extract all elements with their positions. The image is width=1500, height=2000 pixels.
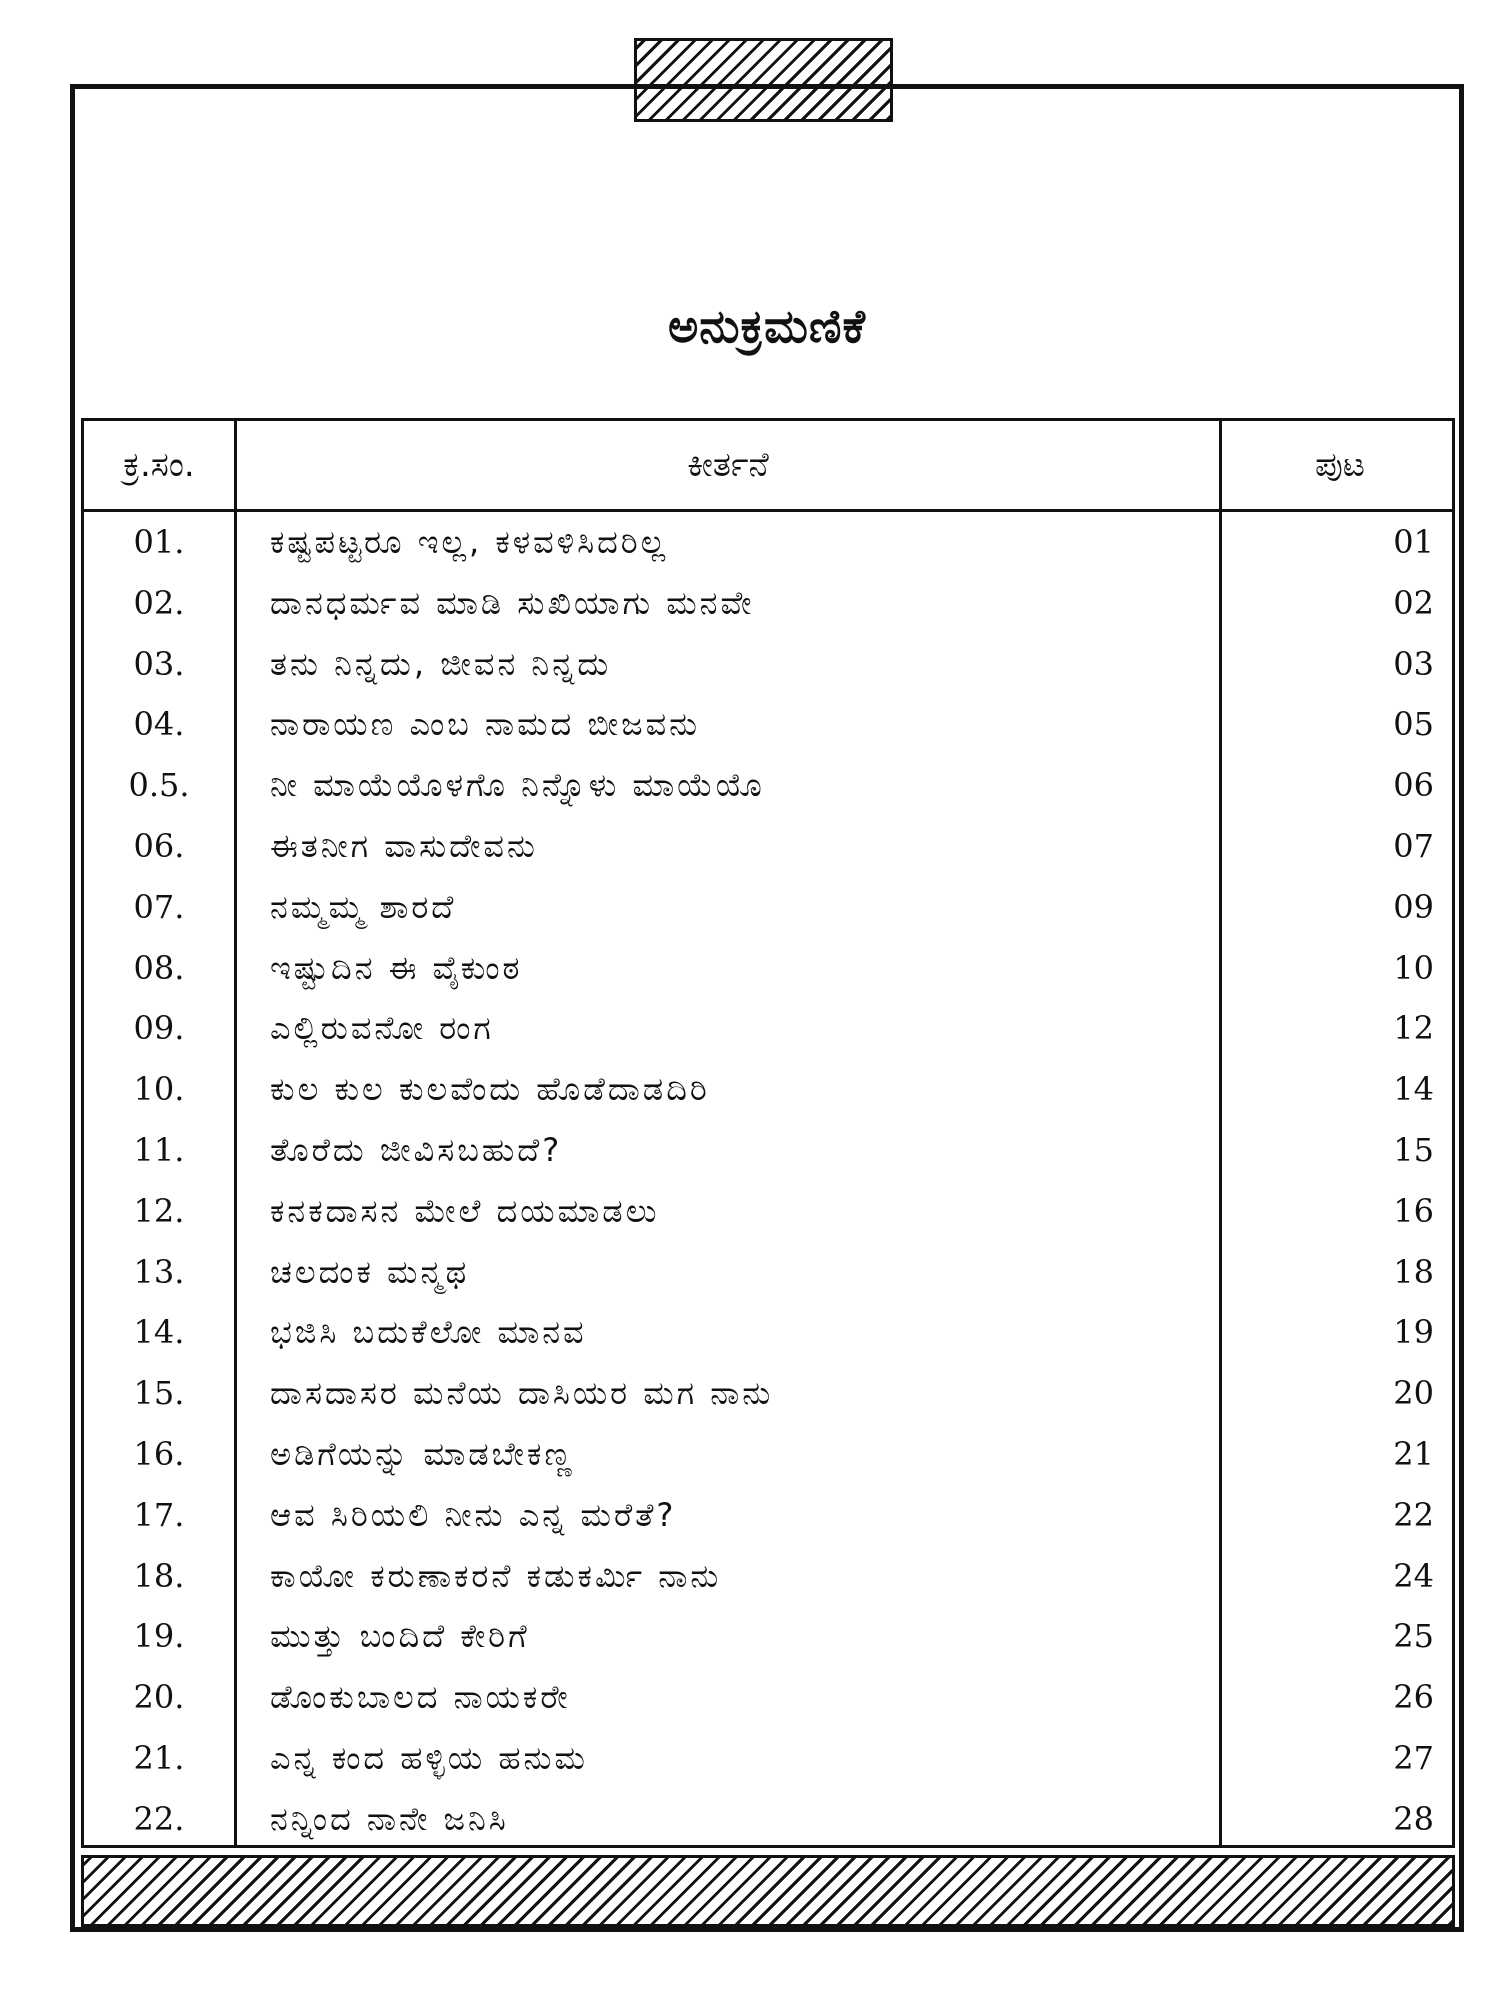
decorative-hatched-band (81, 1855, 1455, 1927)
row-number: 11. (133, 1131, 185, 1169)
row-number: 17. (133, 1495, 185, 1534)
column-header-title: ಕೀರ್ತನೆ (687, 445, 769, 485)
row-title: ನಮ್ಮಮ್ಮ ಶಾರದೆ (270, 887, 457, 926)
row-page: 27 (1393, 1739, 1434, 1777)
row-title: ಭಜಿಸಿ ಬದುಕೆಲೋ ಮಾನವ (270, 1313, 587, 1352)
column-header-page: ಪುಟ (1315, 445, 1365, 485)
table-row (84, 1667, 1452, 1728)
row-number: 0.5. (128, 766, 190, 805)
row-page: 25 (1393, 1617, 1434, 1656)
row-number: 21. (133, 1739, 185, 1777)
table-row (84, 1363, 1452, 1424)
row-title: ಚಲದಂಕ ಮನ್ಮಥ (270, 1252, 470, 1291)
row-page: 21 (1393, 1435, 1434, 1473)
row-number: 07. (133, 887, 185, 926)
row-page: 24 (1393, 1556, 1434, 1595)
row-title: ದಾನಧರ್ಮವ ಮಾಡಿ ಸುಖಿಯಾಗು ಮನವೇ (270, 583, 755, 622)
table-row (84, 1728, 1452, 1789)
row-number: 22. (133, 1799, 185, 1838)
row-page: 07 (1393, 827, 1434, 865)
row-title: ಅಡಿಗೆಯನ್ನು ಮಾಡಬೇಕಣ್ಣ (270, 1435, 575, 1473)
row-page: 15 (1393, 1131, 1434, 1169)
page-title: ಅನುಕ್ರಮಣಿಕೆ (667, 299, 866, 353)
row-number: 10. (133, 1070, 185, 1109)
row-page: 28 (1393, 1799, 1434, 1838)
row-title: ಕಾಯೋ ಕರುಣಾಕರನೆ ಕಡುಕರ್ಮಿ ನಾನು (270, 1556, 722, 1595)
column-header-number: ಕ್ರ.ಸಂ. (123, 445, 195, 485)
table-row (84, 816, 1452, 877)
row-page: 18 (1393, 1252, 1434, 1291)
row-page: 02 (1393, 583, 1434, 622)
contents-table (81, 418, 1455, 1848)
row-title: ಆವ ಸಿರಿಯಲಿ ನೀನು ಎನ್ನ ಮರೆತೆ? (270, 1495, 677, 1534)
row-title: ನನ್ನಿಂದ ನಾನೇ ಜನಿಸಿ (270, 1799, 509, 1838)
row-page: 26 (1393, 1678, 1434, 1717)
row-title: ನೀ ಮಾಯೆಯೊಳಗೊ ನಿನ್ನೊಳು ಮಾಯೆಯೊ (270, 766, 765, 805)
row-number: 02. (133, 583, 185, 622)
row-page: 20 (1393, 1374, 1434, 1413)
table-row (84, 512, 1452, 573)
row-title: ಮುತ್ತು ಬಂದಿದೆ ಕೇರಿಗೆ (270, 1617, 530, 1656)
row-title: ಕಷ್ಟಪಟ್ಟರೂ ಇಲ್ಲ, ಕಳವಳಿಸಿದರಿಲ್ಲ (270, 523, 669, 561)
table-row (84, 573, 1452, 634)
table-row (84, 1242, 1452, 1303)
row-number: 04. (133, 705, 185, 744)
row-page: 22 (1393, 1495, 1434, 1534)
row-page: 03 (1393, 644, 1434, 683)
row-number: 12. (133, 1191, 185, 1230)
row-page: 12 (1393, 1009, 1434, 1048)
row-number: 20. (133, 1678, 185, 1717)
table-row (84, 755, 1452, 816)
table-row (84, 1546, 1452, 1607)
table-row (84, 938, 1452, 999)
row-title: ಕುಲ ಕುಲ ಕುಲವೆಂದು ಹೊಡೆದಾಡದಿರಿ (270, 1070, 710, 1109)
row-title: ಎನ್ನ ಕಂದ ಹಳ್ಳಿಯ ಹನುಮ (270, 1739, 588, 1777)
row-number: 01. (133, 523, 185, 561)
table-row (84, 1302, 1452, 1363)
row-number: 13. (133, 1252, 185, 1291)
table-row (84, 1120, 1452, 1181)
row-page: 01 (1393, 523, 1434, 561)
row-page: 06 (1393, 766, 1434, 805)
table-row (84, 634, 1452, 695)
row-title: ಈತನೀಗ ವಾಸುದೇವನು (270, 827, 538, 865)
row-number: 19. (133, 1617, 185, 1656)
row-title: ತನು ನಿನ್ನದು, ಜೀವನ ನಿನ್ನದು (270, 644, 612, 683)
row-number: 18. (133, 1556, 185, 1595)
title-area (75, 89, 1459, 418)
table-row (84, 998, 1452, 1059)
row-page: 10 (1393, 948, 1434, 987)
contents-frame (70, 84, 1464, 1932)
row-title: ಎಲ್ಲಿರುವನೋ ರಂಗ (270, 1009, 494, 1048)
row-title: ಡೊಂಕುಬಾಲದ ನಾಯಕರೇ (270, 1678, 571, 1717)
row-page: 16 (1393, 1191, 1434, 1230)
row-number: 14. (133, 1313, 185, 1352)
table-row (84, 1059, 1452, 1120)
row-number: 08. (133, 948, 185, 987)
table-row (84, 877, 1452, 938)
table-row (84, 1606, 1452, 1667)
row-title: ತೊರೆದು ಜೀವಿಸಬಹುದೆ? (270, 1131, 563, 1169)
row-page: 19 (1393, 1313, 1434, 1352)
row-page: 09 (1393, 887, 1434, 926)
row-page: 14 (1393, 1070, 1434, 1109)
row-number: 16. (133, 1435, 185, 1473)
table-row (84, 1181, 1452, 1242)
table-row (84, 694, 1452, 755)
table-row (84, 1789, 1452, 1850)
row-number: 15. (133, 1374, 185, 1413)
row-title: ಇಷ್ಟುದಿನ ಈ ವೈಕುಂಠ (270, 948, 523, 987)
row-title: ನಾರಾಯಣ ಎಂಬ ನಾಮದ ಬೀಜವನು (270, 705, 701, 744)
row-title: ದಾಸದಾಸರ ಮನೆಯ ದಾಸಿಯರ ಮಗ ನಾನು (270, 1374, 774, 1413)
table-row (84, 1424, 1452, 1485)
row-number: 06. (133, 827, 185, 865)
row-page: 05 (1393, 705, 1434, 744)
row-number: 03. (133, 644, 185, 683)
table-row (84, 1485, 1452, 1546)
row-number: 09. (133, 1009, 185, 1048)
row-title: ಕನಕದಾಸನ ಮೇಲೆ ದಯಮಾಡಲು (270, 1191, 660, 1230)
